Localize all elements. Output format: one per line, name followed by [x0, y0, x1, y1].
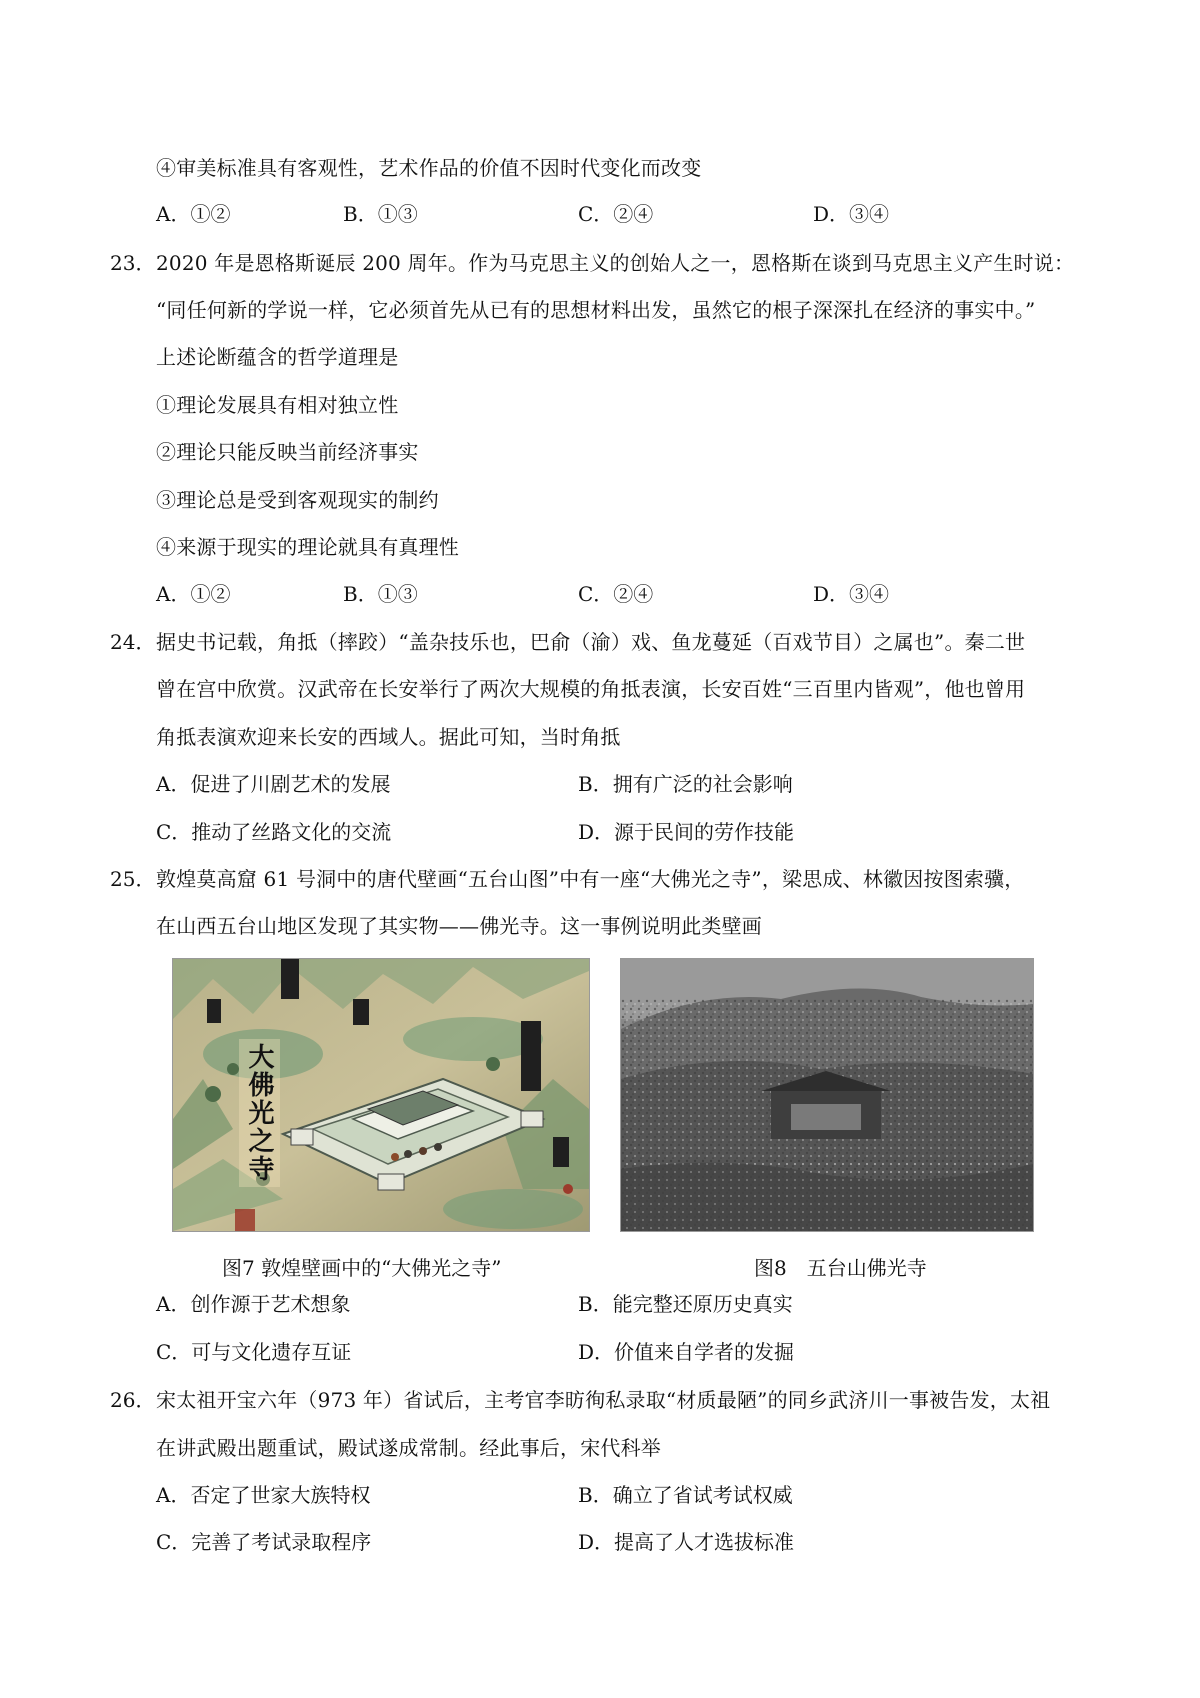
- q23-option-b: B．①③: [343, 582, 418, 606]
- q23-line-2: “同任何新的学说一样，它必须首先从已有的思想材料出发，虽然它的根子深深扎在经济的事实中。”: [156, 298, 1036, 322]
- figure-8-photo-image: [620, 958, 1034, 1232]
- q22-option-a: A．①②: [156, 202, 231, 226]
- q26-option-b: B．确立了省试考试权威: [578, 1483, 793, 1507]
- q23-item-1: ①理论发展具有相对独立性: [156, 393, 399, 417]
- q26-line-1: 宋太祖开宝六年（973 年）省试后，主考官李昉徇私录取“材质最陋”的同乡武济川一事被告发，太祖: [156, 1388, 1051, 1412]
- q25-option-d: D．价值来自学者的发掘: [578, 1340, 795, 1364]
- q25-line-1: 敦煌莫高窟 61 号洞中的唐代壁画“五台山图”中有一座“大佛光之寺”，梁思成、林徽因按图索骥，: [156, 867, 1025, 891]
- q23-option-c: C．②④: [578, 582, 654, 606]
- q22-item-4: ④审美标准具有客观性，艺术作品的价值不因时代变化而改变: [156, 156, 702, 180]
- q22-option-d: D．③④: [813, 202, 890, 226]
- foguang-temple-photo: [621, 959, 1033, 1231]
- q24-option-c: C．推动了丝路文化的交流: [156, 820, 392, 844]
- q24-option-b: B．拥有广泛的社会影响: [578, 772, 793, 796]
- mural-illustration: [173, 959, 589, 1231]
- q23-number: 23．: [110, 251, 156, 275]
- q24-line-2: 曾在宫中欣赏。汉武帝在长安举行了两次大规模的角抵表演，长安百姓“三百里内皆观”，他也曾用: [156, 677, 1026, 701]
- q26-number: 26．: [110, 1388, 156, 1412]
- q22-option-b: B．①③: [343, 202, 418, 226]
- q25-line-2: 在山西五台山地区发现了其实物——佛光寺。这一事例说明此类壁画: [156, 914, 762, 938]
- q24-option-d: D．源于民间的劳作技能: [578, 820, 795, 844]
- q25-option-b: B．能完整还原历史真实: [578, 1292, 793, 1316]
- q23-item-3: ③理论总是受到客观现实的制约: [156, 488, 439, 512]
- figure-7-mural-image: [172, 958, 590, 1232]
- q23-line-1: 2020 年是恩格斯诞辰 200 周年。作为马克思主义的创始人之一，恩格斯在谈到马克思主义产生时说：: [156, 251, 1075, 275]
- q26-option-a: A．否定了世家大族特权: [156, 1483, 371, 1507]
- q23-item-2: ②理论只能反映当前经济事实: [156, 440, 419, 464]
- q23-line-3: 上述论断蕴含的哲学道理是: [156, 345, 399, 369]
- q22-option-c: C．②④: [578, 202, 654, 226]
- q25-option-a: A．创作源于艺术想象: [156, 1292, 351, 1316]
- q23-option-a: A．①②: [156, 582, 231, 606]
- figure-8-caption: 图8 五台山佛光寺: [754, 1256, 927, 1280]
- q24-line-1: 据史书记载，角抵（摔跤）“盖杂技乐也，巴俞（渝）戏、鱼龙蔓延（百戏节目）之属也”。秦二世: [156, 630, 1026, 654]
- q23-item-4: ④来源于现实的理论就具有真理性: [156, 535, 459, 559]
- q26-option-c: C．完善了考试录取程序: [156, 1530, 372, 1554]
- q25-number: 25．: [110, 867, 156, 891]
- q24-number: 24．: [110, 630, 156, 654]
- q26-option-d: D．提高了人才选拔标准: [578, 1530, 795, 1554]
- q26-line-2: 在讲武殿出题重试，殿试遂成常制。经此事后，宋代科举: [156, 1436, 661, 1460]
- mural-temple-label: 大佛光之寺: [239, 1039, 280, 1187]
- figure-7-caption: 图7 敦煌壁画中的“大佛光之寺”: [222, 1256, 502, 1280]
- q25-option-c: C．可与文化遗存互证: [156, 1340, 352, 1364]
- q24-option-a: A．促进了川剧艺术的发展: [156, 772, 391, 796]
- q24-line-3: 角抵表演欢迎来长安的西域人。据此可知，当时角抵: [156, 725, 621, 749]
- q23-option-d: D．③④: [813, 582, 890, 606]
